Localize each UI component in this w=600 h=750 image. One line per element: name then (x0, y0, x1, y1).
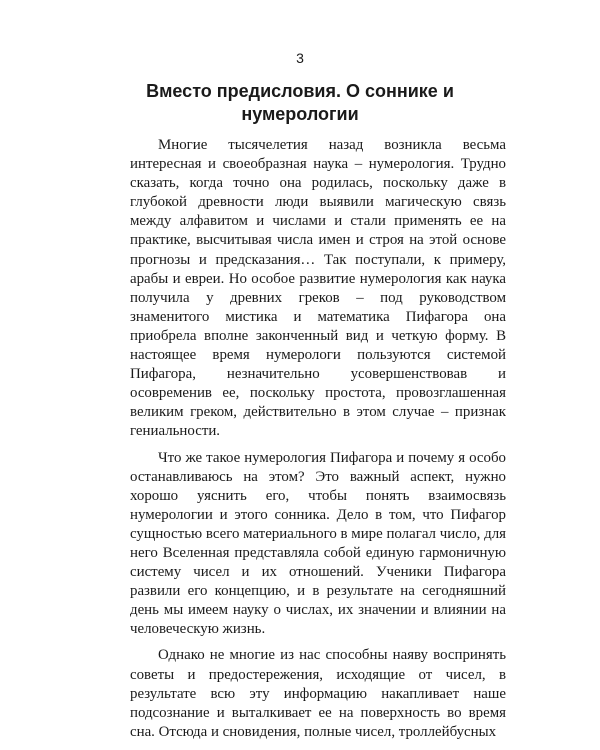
body-text (130, 136, 506, 749)
page-number: 3 (296, 50, 304, 66)
chapter-title: Вместо предисловия. О соннике и нумерологии (146, 81, 454, 124)
paragraph: Однако не многие из нас способны наяву воспринять советы и предостережения, исходящие от чисел, в результате всю эту информацию накапливает наше подсознание и выталкивает ее на поверхность во время сна. Отсюда и сновидения, полные чисел, троллейбусных (130, 647, 506, 740)
paragraph: Многие тысячелетия назад возникла весьма интересная и своеобразная наука – нумерология. Трудно сказать, когда точно она родилась, поскольку даже в глубокой древности люди выявили магическую связь между алфавитом и числами и стали применять ее на практике, высчитывая числа имен и строя на этой основе прогнозы и предсказания… Так поступали, к примеру, арабы и евреи. Но особое развитие нумерология как наука получила у древних греков – под руководством знаменитого мистика и математика Пифагора она приобрела вполне законченный вид и четкую форму. В настоящее время нумерологи пользуются системой Пифагора, незначительно усовершенствовав и осовременив ее, поскольку простота, провозглашенная великим греком, действительно в этом случае – признак гениальности. (130, 137, 506, 440)
paragraph: Что же такое нумерология Пифагора и почему я особо останавливаюсь на этом? Это важный аспект, нужно хорошо уяснить его, чтобы понять взаимосвязь нумерологии и этого сонника. Дело в том, что Пифагор сущностью всего материального в мире полагал число, для него Вселенная представляла собой единую гармоничную систему чисел и их отношений. Ученики Пифагора развили его концепцию, и в результате на сегодняшний день мы имеем науку о числах, их значении и влиянии на человеческую жизнь. (130, 449, 506, 638)
